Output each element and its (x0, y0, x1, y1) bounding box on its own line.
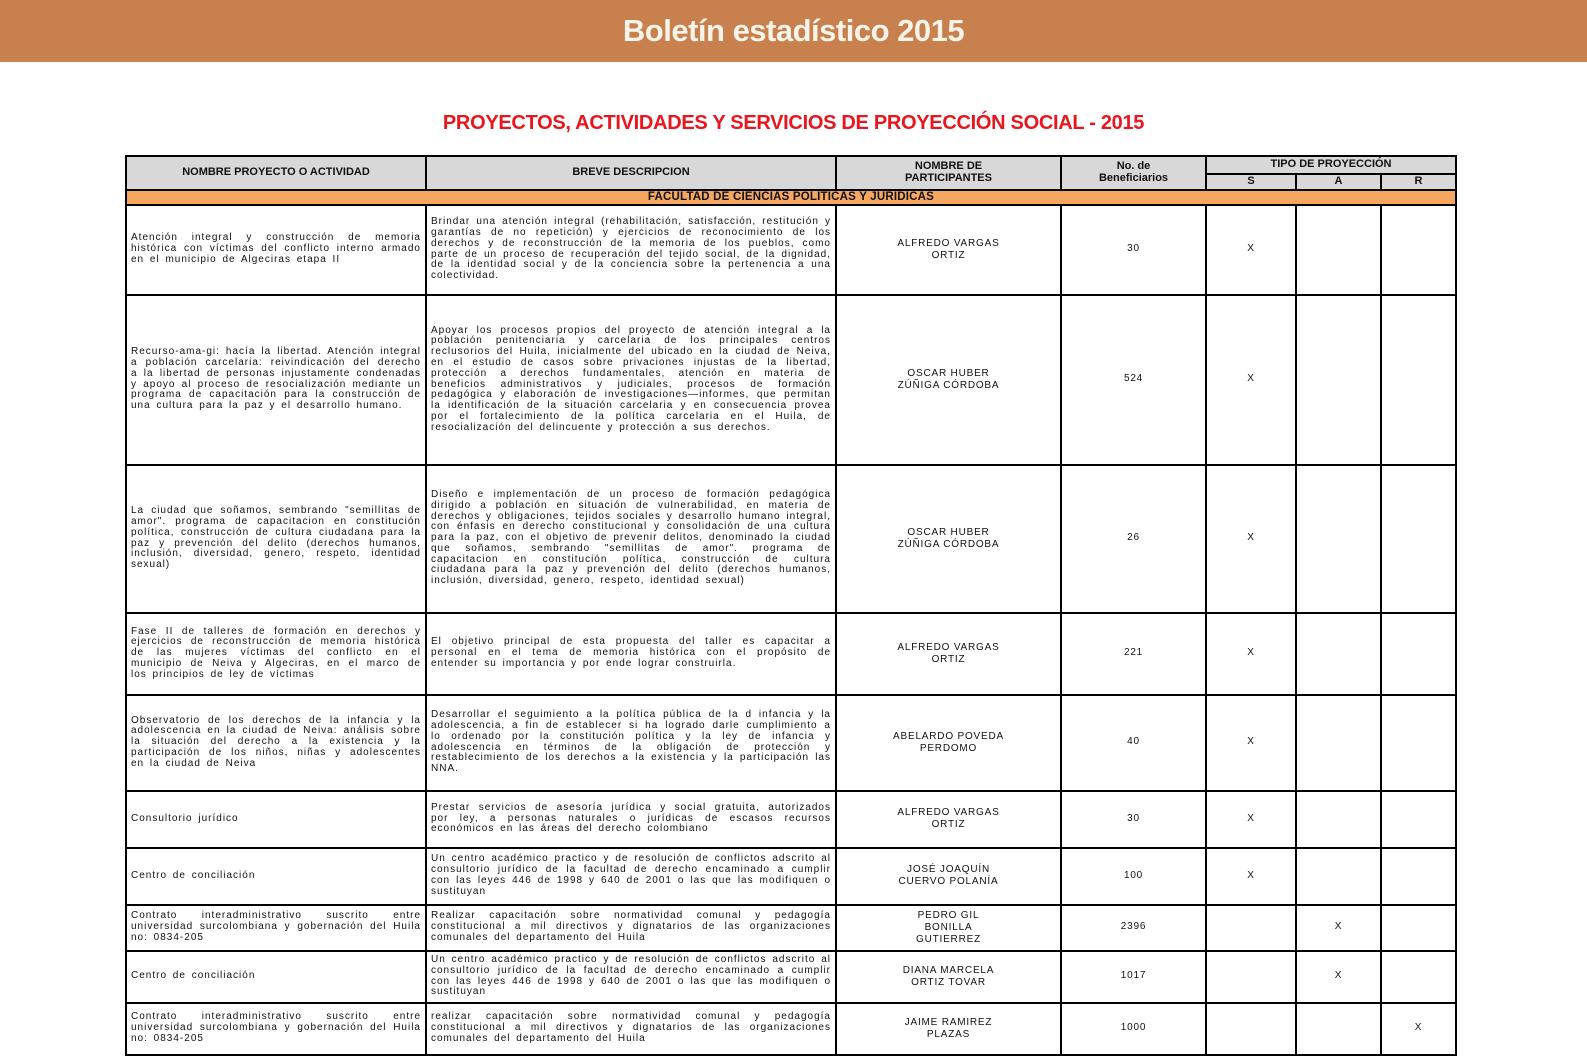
participants-cell: OSCAR HUBER ZÚÑIGA CÓRDOBA (836, 295, 1061, 465)
tipo-s-cell: X (1206, 848, 1296, 905)
participants-cell: PEDRO GIL BONILLA GUTIERREZ (836, 905, 1061, 951)
tipo-s-cell: X (1206, 295, 1296, 465)
project-name-cell: Centro de conciliación (126, 951, 426, 1003)
top-banner (0, 0, 1587, 62)
col-header-description: BREVE DESCRIPCION (426, 156, 836, 190)
tipo-a-cell (1296, 205, 1381, 295)
participants-cell: DIANA MARCELA ORTIZ TOVAR (836, 951, 1061, 1003)
beneficiaries-cell: 1000 (1061, 1003, 1206, 1055)
tipo-a-cell: X (1296, 905, 1381, 951)
table-row (126, 848, 1456, 905)
description-cell: realizar capacitación sobre normatividad comunal y pedagogía constitucional a mil directivos y dignatarios de las organizaciones comunales del departamento del Huila (426, 1003, 836, 1055)
description-cell: El objetivo principal de esta propuesta del taller es capacitar a personal en el tema de memoria histórica con el propósito de entender su importancia y por ende lograr construirla. (426, 613, 836, 695)
tipo-s-cell: X (1206, 791, 1296, 848)
description-cell: Brindar una atención integral (rehabilitación, satisfacción, restitución y garantías de no repetición) y ejercicios de reconocimiento de los derechos y de reconstrucción de la memoria de los pueblos, como parte de un proceso de recuperación del tejido social, de la dignidad, de la identidad social y de la conciencia sobre la pertenencia a una colectividad. (426, 205, 836, 295)
tipo-s-cell (1206, 905, 1296, 951)
table-row (126, 205, 1456, 295)
project-name-cell: Contrato interadministrativo suscrito entre universidad surcolombiana y gobernación del Huila no: 0834-205 (126, 1003, 426, 1055)
beneficiaries-cell: 524 (1061, 295, 1206, 465)
description-cell: Prestar servicios de asesoría jurídica y social gratuita, autorizados por ley, a personas naturales o jurídicas de escasos recursos económicos en las áreas del derecho colombiano (426, 791, 836, 848)
faculty-section-header: FACULTAD DE CIENCIAS POLITICAS Y JURIDICAS (126, 190, 1456, 205)
description-cell: Realizar capacitación sobre normatividad comunal y pedagogía constitucional a mil directivos y dignatarios de las organizaciones comunales del departamento del Huila (426, 905, 836, 951)
tipo-a-cell (1296, 1003, 1381, 1055)
project-name-cell: Atención integral y construcción de memoria histórica con víctimas del conflicto interno armado en el municipio de Algeciras etapa II (126, 205, 426, 295)
projects-table (125, 155, 1457, 1056)
description-cell: Desarrollar el seguimiento a la política pública de la d infancia y la adolescencia, a fin de establecer si ha logrado darle cumplimiento a lo ordenado por la constitución política y la ley de infancia y adolescencia en términos de la obligación de protección y restablecimiento de los derechos a la existencia y la participación las NNA. (426, 695, 836, 791)
table-row (126, 295, 1456, 465)
table-row (126, 951, 1456, 1003)
beneficiaries-cell: 40 (1061, 695, 1206, 791)
beneficiaries-cell: 221 (1061, 613, 1206, 695)
tipo-s-cell (1206, 1003, 1296, 1055)
col-header-project: NOMBRE PROYECTO O ACTIVIDAD (126, 156, 426, 190)
banner-title: Boletín estadístico 2015 (622, 13, 965, 48)
tipo-s-cell (1206, 951, 1296, 1003)
participants-cell: OSCAR HUBER ZÚÑIGA CÓRDOBA (836, 465, 1061, 613)
project-name-cell: Contrato interadministrativo suscrito entre universidad surcolombiana y gobernación del Huila no: 0834-205 (126, 905, 426, 951)
participants-cell: ALFREDO VARGAS ORTIZ (836, 205, 1061, 295)
participants-cell: JAIME RAMIREZ PLAZAS (836, 1003, 1061, 1055)
tipo-r-cell (1381, 791, 1456, 848)
tipo-a-cell: X (1296, 951, 1381, 1003)
participants-cell: ALFREDO VARGAS ORTIZ (836, 613, 1061, 695)
header-row (126, 156, 1456, 174)
tipo-a-cell (1296, 791, 1381, 848)
tipo-r-cell (1381, 905, 1456, 951)
faculty-section-row (126, 190, 1456, 205)
description-cell: Un centro académico practico y de resolución de conflictos adscrito al consultorio jurídico de la facultad de derecho encaminado a cumplir con las leyes 446 de 1998 y 640 de 2001 o las que las modifiquen o sustituyan (426, 848, 836, 905)
col-header-participants: NOMBRE DE PARTICIPANTES (836, 156, 1061, 190)
description-cell: Apoyar los procesos propios del proyecto de atención integral a la población penitenciaria y carcelaria de los principales centros reclusorios del Huila, inicialmente del ubicado en la ciudad de Neiva, en el estudio de casos sobre privaciones injustas de la libertad, protección a derechos fundamentales, atención en materia de beneficios administrativos y judiciales, procesos de formación pedagógica y elaboración de investigaciones—informes, que permitan la identificación de la situación carcelaria y en consecuencia provea por el fortalecimiento de la política carcelaria en el Huila, de resocialización del delincuente y protección a sus derechos. (426, 295, 836, 465)
beneficiaries-cell: 2396 (1061, 905, 1206, 951)
beneficiaries-cell: 100 (1061, 848, 1206, 905)
tipo-a-cell (1296, 848, 1381, 905)
beneficiaries-cell: 1017 (1061, 951, 1206, 1003)
table-row (126, 791, 1456, 848)
tipo-r-cell: X (1381, 1003, 1456, 1055)
col-header-tipo-proyeccion: TIPO DE PROYECCIÓN (1206, 156, 1456, 174)
project-name-cell: Recurso-ama-gi: hacía la libertad. Atención integral a población carcelaria: reivindicación del derecho a la libertad de personas injustamente condenadas y apoyo al proceso de resocialización mediante un programa de capacitación para la construcción de una cultura para la paz y el desarrollo humano. (126, 295, 426, 465)
tipo-r-cell (1381, 695, 1456, 791)
participants-cell: ABELARDO POVEDA PERDOMO (836, 695, 1061, 791)
tipo-r-cell (1381, 205, 1456, 295)
tipo-a-cell (1296, 295, 1381, 465)
tipo-s-cell: X (1206, 613, 1296, 695)
table-row (126, 905, 1456, 951)
tipo-a-cell (1296, 613, 1381, 695)
table-row (126, 695, 1456, 791)
project-name-cell: Consultorio jurídico (126, 791, 426, 848)
project-name-cell: Observatorio de los derechos de la infancia y la adolescencia en la ciudad de Neiva: análisis sobre la situación del derecho a la existencia y la participación de los niños, niñas y adolescentes en la ciudad de Neiva (126, 695, 426, 791)
tipo-r-cell (1381, 465, 1456, 613)
tipo-s-cell: X (1206, 465, 1296, 613)
col-header-r: R (1381, 174, 1456, 190)
tipo-s-cell: X (1206, 695, 1296, 791)
participants-cell: ALFREDO VARGAS ORTIZ (836, 791, 1061, 848)
participants-cell: JOSÉ JOAQUÍN CUERVO POLANÍA (836, 848, 1061, 905)
table-row (126, 465, 1456, 613)
table-row (126, 1003, 1456, 1055)
projects-table-container (125, 155, 1457, 1056)
page-title: PROYECTOS, ACTIVIDADES Y SERVICIOS DE PROYECCIÓN SOCIAL - 2015 (442, 112, 1145, 134)
tipo-r-cell (1381, 295, 1456, 465)
project-name-cell: La ciudad que soñamos, sembrando "semillitas de amor". programa de capacitacion en constitución política, construcción de cultura ciudadana para la paz y prevención del delito (derechos humanos, inclusión, diversidad, genero, respeto, identidad sexual) (126, 465, 426, 613)
beneficiaries-cell: 30 (1061, 791, 1206, 848)
col-header-beneficiaries: No. de Beneficiarios (1061, 156, 1206, 190)
col-header-s: S (1206, 174, 1296, 190)
table-row (126, 613, 1456, 695)
col-header-a: A (1296, 174, 1381, 190)
project-name-cell: Centro de conciliación (126, 848, 426, 905)
tipo-a-cell (1296, 465, 1381, 613)
description-cell: Un centro académico practico y de resolución de conflictos adscrito al consultorio jurídico de la facultad de derecho encaminado a cumplir con las leyes 446 de 1998 y 640 de 2001 o las que las modifiquen o sustituyan (426, 951, 836, 1003)
tipo-s-cell: X (1206, 205, 1296, 295)
beneficiaries-cell: 30 (1061, 205, 1206, 295)
tipo-a-cell (1296, 695, 1381, 791)
tipo-r-cell (1381, 613, 1456, 695)
project-name-cell: Fase II de talleres de formación en derechos y ejercicios de reconstrucción de memoria histórica de las mujeres víctimas del conflicto en el municipio de Neiva y Algeciras, en el marco de los principios de ley de víctimas (126, 613, 426, 695)
tipo-r-cell (1381, 848, 1456, 905)
beneficiaries-cell: 26 (1061, 465, 1206, 613)
tipo-r-cell (1381, 951, 1456, 1003)
description-cell: Diseño e implementación de un proceso de formación pedagógica dirigido a población en situación de vulnerabilidad, en materia de derechos y obligaciones, tejidos sociales y desarrollo humano integral, con énfasis en derecho constitucional y consolidación de una cultura para la paz, con el objetivo de prevenir delitos, denominado la ciudad que soñamos, sembrando "semillitas de amor". programa de capacitacion en constitución política, construcción de cultura ciudadana para la paz y prevención del delito (derechos humanos, inclusión, diversidad, genero, respeto, identidad sexual) (426, 465, 836, 613)
